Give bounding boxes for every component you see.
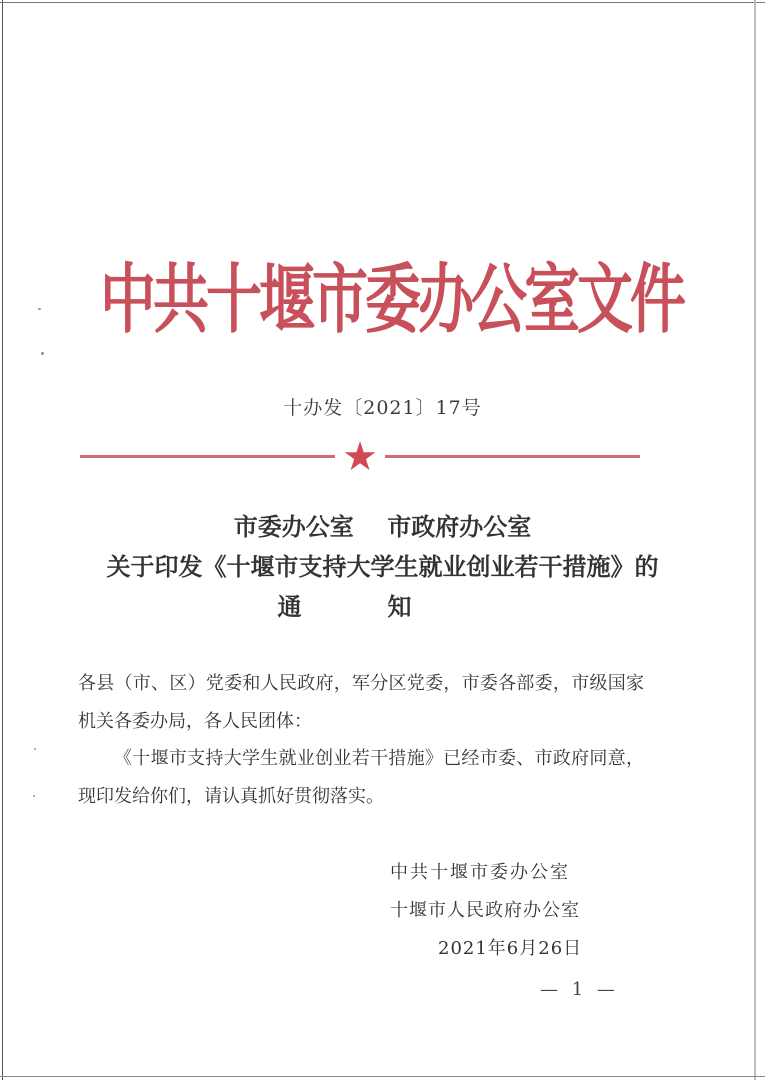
signature-org-government-office: 十堰市人民政府办公室 xyxy=(390,900,580,921)
scan-speck xyxy=(38,308,41,310)
scan-speck xyxy=(34,748,36,750)
document-masthead: 中共十堰市委办公室文件 xyxy=(100,255,683,345)
star-icon: ★ xyxy=(342,434,378,480)
signature-org-party-office: 中共十堰市委办公室 xyxy=(390,862,570,883)
page-number: — 1 — xyxy=(540,979,619,1000)
title-line-1: 市委办公室 市政府办公室 xyxy=(233,512,532,541)
title-line-3: 通知 xyxy=(277,592,498,621)
scan-speck xyxy=(41,352,44,355)
scan-speck xyxy=(33,795,35,797)
red-divider-left xyxy=(80,455,335,458)
signature-date: 2021年6月26日 xyxy=(438,938,583,959)
scan-edge-bottom xyxy=(0,1076,765,1077)
scan-edge-top xyxy=(0,2,765,3)
body-paragraph-notice: 《十堰市支持大学生就业创业若干措施》已经市委、市政府同意，现印发给你们，请认真抓好贯彻落实。 xyxy=(78,748,644,807)
body-paragraph-addressees: 各县（市、区）党委和人民政府，军分区党委，市委各部委，市级国家机关各委办局，各人民团体： xyxy=(78,673,644,732)
title-line-2: 关于印发《十堰市支持大学生就业创业若干措施》的 xyxy=(106,552,659,581)
document-number: 十办发〔2021〕17号 xyxy=(283,397,482,419)
red-divider-right xyxy=(385,455,640,458)
